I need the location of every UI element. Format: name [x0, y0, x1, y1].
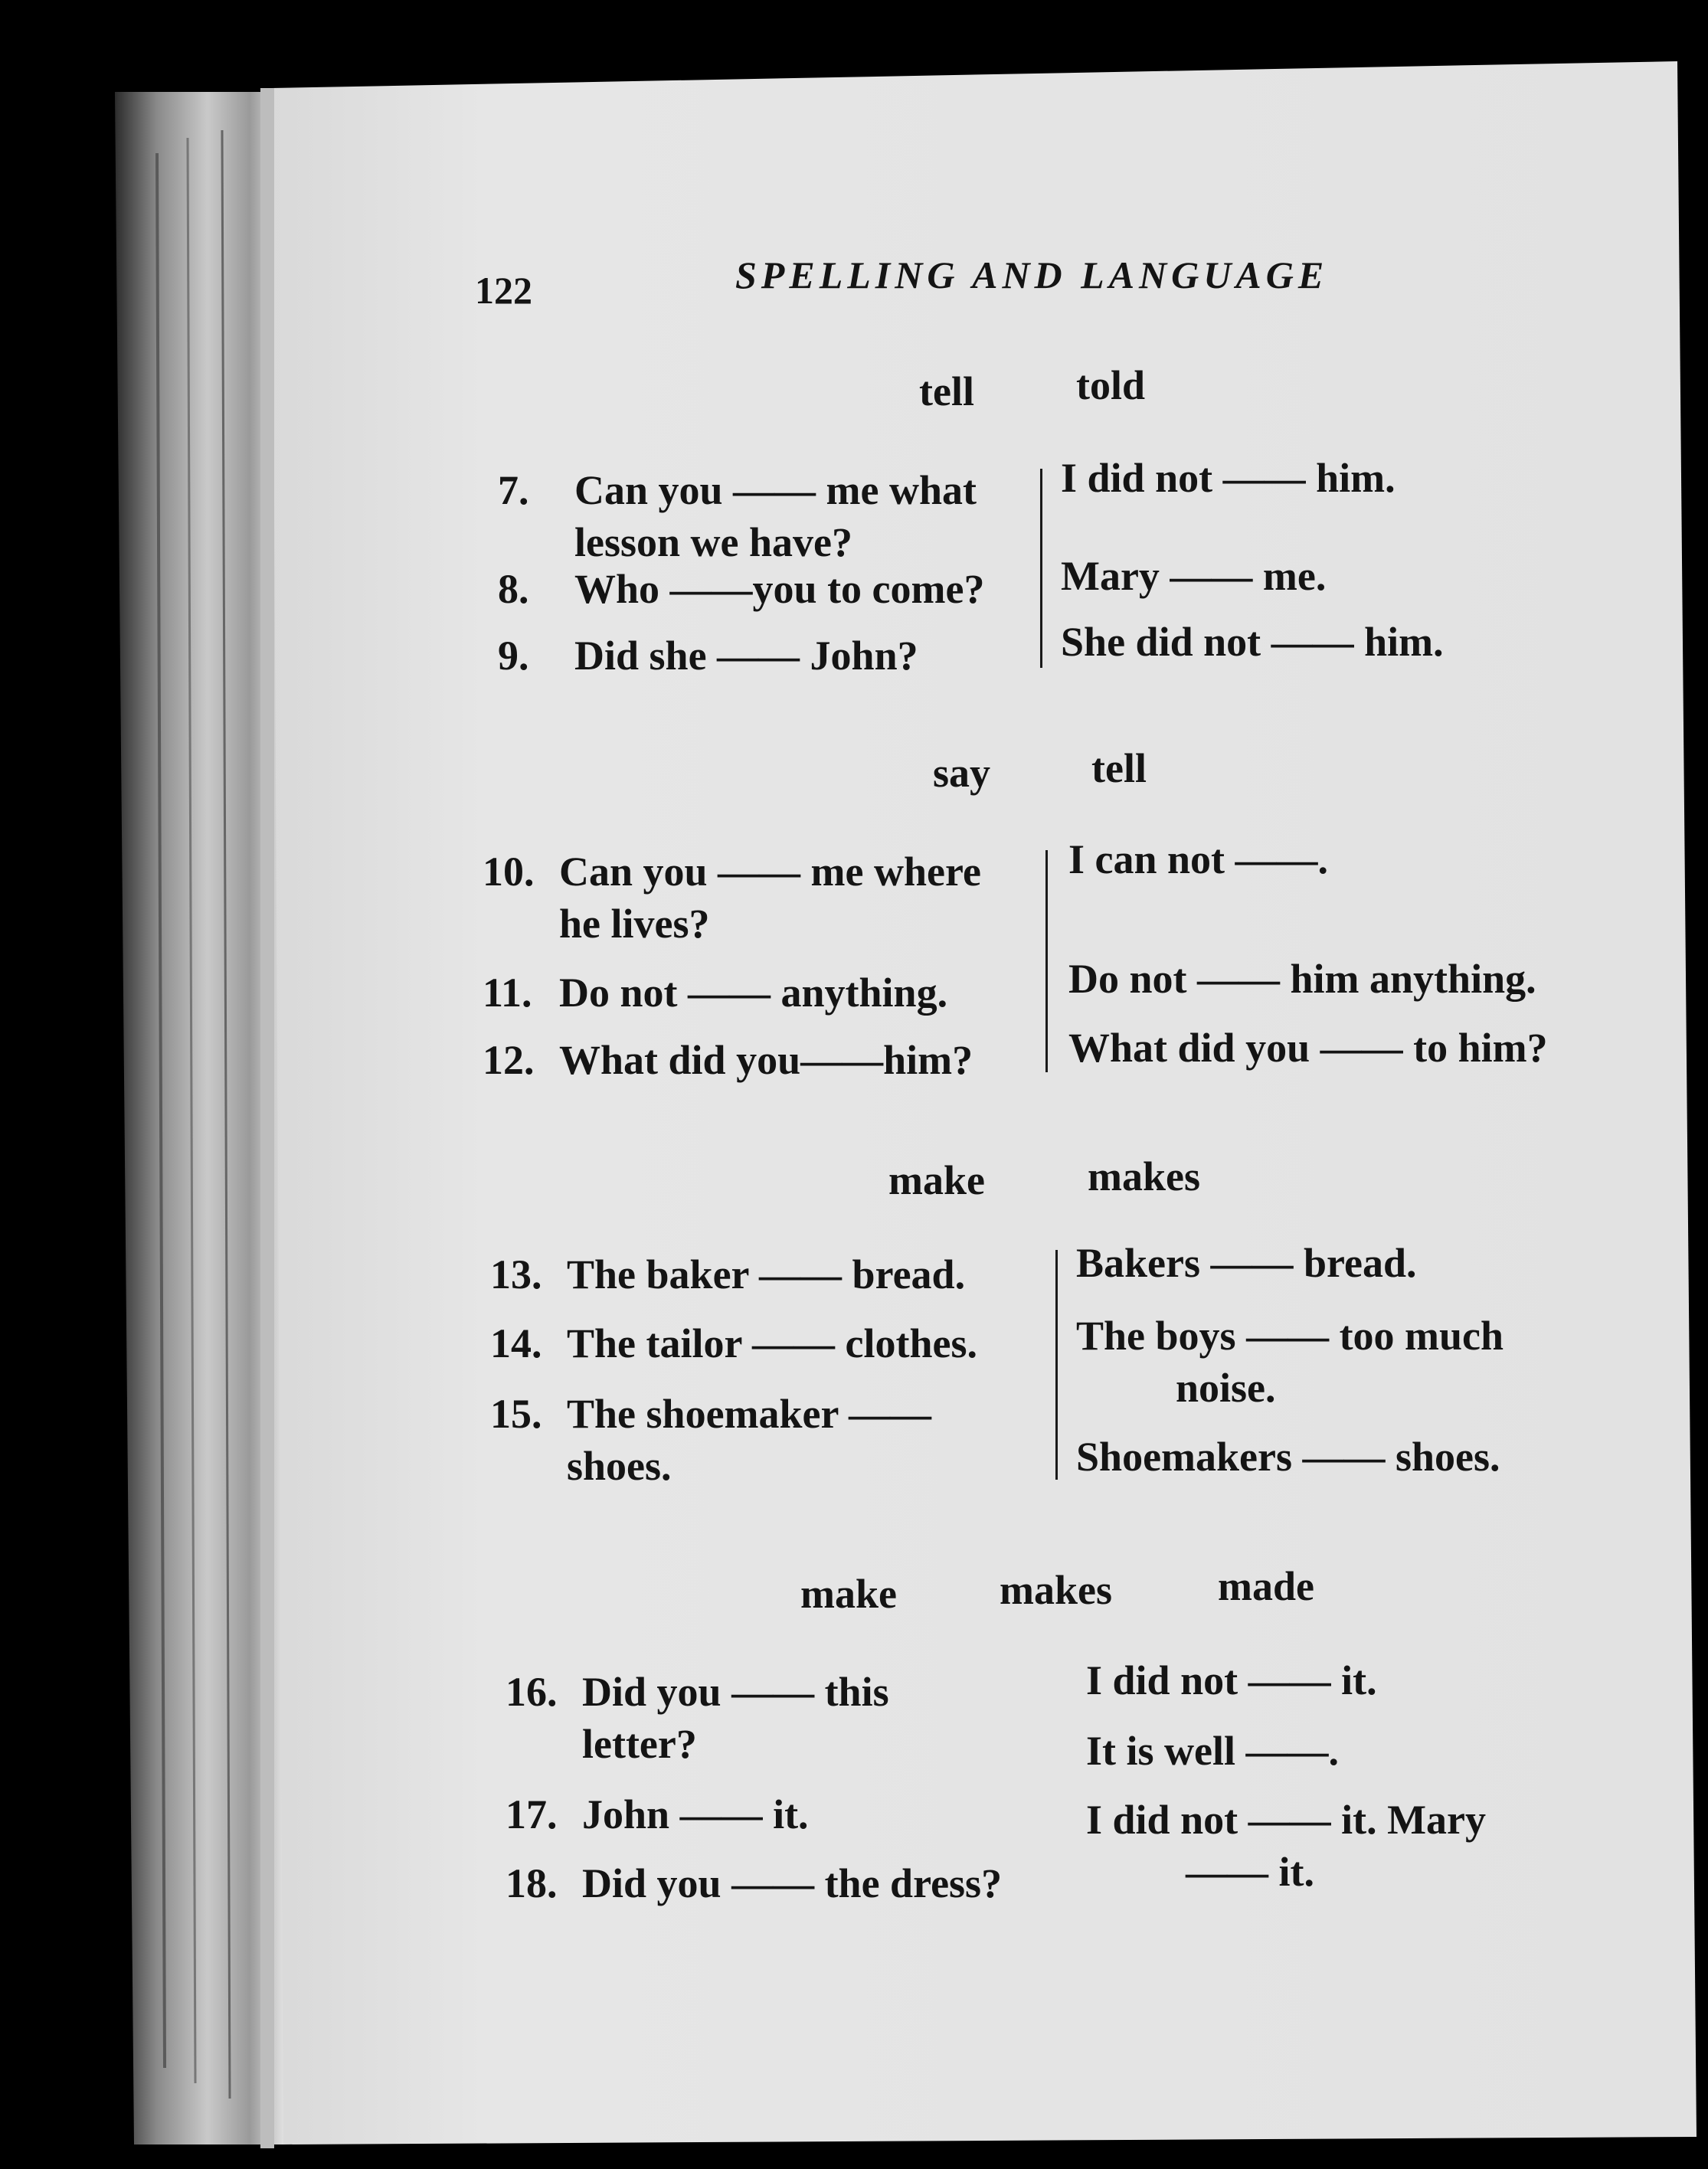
- answer-sentence-3: [1086, 1794, 1486, 1898]
- exercise-11: [483, 967, 947, 1019]
- exercise-14: [490, 1317, 977, 1369]
- exercise-number: 8.: [498, 566, 529, 612]
- exercise-number: 12.: [483, 1037, 535, 1083]
- exercise-text: The baker —— bread.: [567, 1251, 966, 1297]
- answer-text-continued: noise.: [1176, 1365, 1276, 1411]
- column-divider: [1045, 850, 1048, 1072]
- answer-sentence-1: I did not —— him.: [1061, 455, 1396, 501]
- exercise-text: Did she —— John?: [574, 633, 918, 679]
- answer-text: I did not —— it. Mary: [1086, 1797, 1487, 1843]
- exercise-number: 10.: [483, 849, 535, 895]
- exercise-9: [498, 630, 918, 682]
- section-4-heading-word-3: made: [1218, 1563, 1314, 1609]
- section-1-heading-word-2: told: [1076, 362, 1146, 408]
- answer-sentence-2: It is well ——.: [1086, 1728, 1339, 1774]
- exercise-15: [490, 1388, 931, 1492]
- exercise-8: [498, 563, 984, 615]
- exercise-text: Did you —— this: [582, 1669, 889, 1715]
- answer-sentence-3: She did not —— him.: [1061, 619, 1444, 665]
- exercise-text: Do not —— anything.: [559, 970, 948, 1016]
- answer-sentence-2: Do not —— him anything.: [1068, 956, 1536, 1002]
- column-divider: [1055, 1250, 1058, 1480]
- exercise-17: [506, 1788, 809, 1840]
- section-2-heading-word-1: say: [933, 750, 991, 796]
- exercise-text: Can you —— me what: [574, 467, 977, 513]
- exercise-text-continued: he lives?: [559, 901, 710, 947]
- exercise-text: The shoemaker ——: [567, 1391, 932, 1437]
- exercise-text: John —— it.: [582, 1791, 809, 1837]
- running-title: SPELLING AND LANGUAGE: [735, 254, 1329, 296]
- exercise-text: The tailor —— clothes.: [567, 1320, 977, 1366]
- answer-text-continued: —— it.: [1186, 1849, 1314, 1895]
- exercise-text-continued: shoes.: [567, 1443, 672, 1489]
- exercise-text: Can you —— me where: [559, 849, 981, 895]
- exercise-number: 9.: [498, 633, 529, 679]
- section-2-heading-word-2: tell: [1091, 745, 1147, 791]
- exercise-16: [506, 1666, 889, 1770]
- answer-sentence-2: [1076, 1310, 1503, 1414]
- section-4-heading-word-2: makes: [1000, 1567, 1112, 1613]
- exercise-18: [506, 1857, 1002, 1909]
- exercise-text-continued: letter?: [582, 1721, 697, 1767]
- answer-sentence-1: I can not ——.: [1068, 836, 1329, 882]
- answer-text: The boys —— too much: [1076, 1313, 1504, 1359]
- section-3-heading-word-2: makes: [1088, 1153, 1200, 1199]
- answer-sentence-1: Bakers —— bread.: [1076, 1240, 1417, 1286]
- exercise-12: [483, 1034, 973, 1086]
- exercise-text: What did you——him?: [559, 1037, 973, 1083]
- section-4-heading-word-1: make: [800, 1571, 897, 1617]
- exercise-text: Who ——you to come?: [574, 566, 985, 612]
- column-divider: [1040, 469, 1042, 668]
- exercise-number: 15.: [490, 1391, 542, 1437]
- exercise-text: Did you —— the dress?: [582, 1860, 1003, 1906]
- exercise-number: 18.: [506, 1860, 558, 1906]
- exercise-10: [483, 846, 981, 950]
- answer-sentence-2: Mary —— me.: [1061, 553, 1327, 599]
- exercise-number: 13.: [490, 1251, 542, 1297]
- exercise-13: [490, 1248, 965, 1300]
- exercise-7: [498, 464, 977, 568]
- section-1-heading-word-1: tell: [919, 368, 974, 414]
- answer-sentence-3: What did you —— to him?: [1068, 1025, 1548, 1071]
- page-number: 122: [475, 269, 532, 312]
- section-3-heading-word-1: make: [888, 1157, 985, 1203]
- exercise-number: 7.: [498, 467, 529, 513]
- exercise-number: 11.: [483, 970, 532, 1016]
- answer-sentence-1: I did not —— it.: [1086, 1657, 1377, 1703]
- exercise-number: 17.: [506, 1791, 558, 1837]
- exercise-text-continued: lesson we have?: [574, 519, 852, 565]
- answer-sentence-3: Shoemakers —— shoes.: [1076, 1434, 1500, 1480]
- exercise-number: 14.: [490, 1320, 542, 1366]
- exercise-number: 16.: [506, 1669, 558, 1715]
